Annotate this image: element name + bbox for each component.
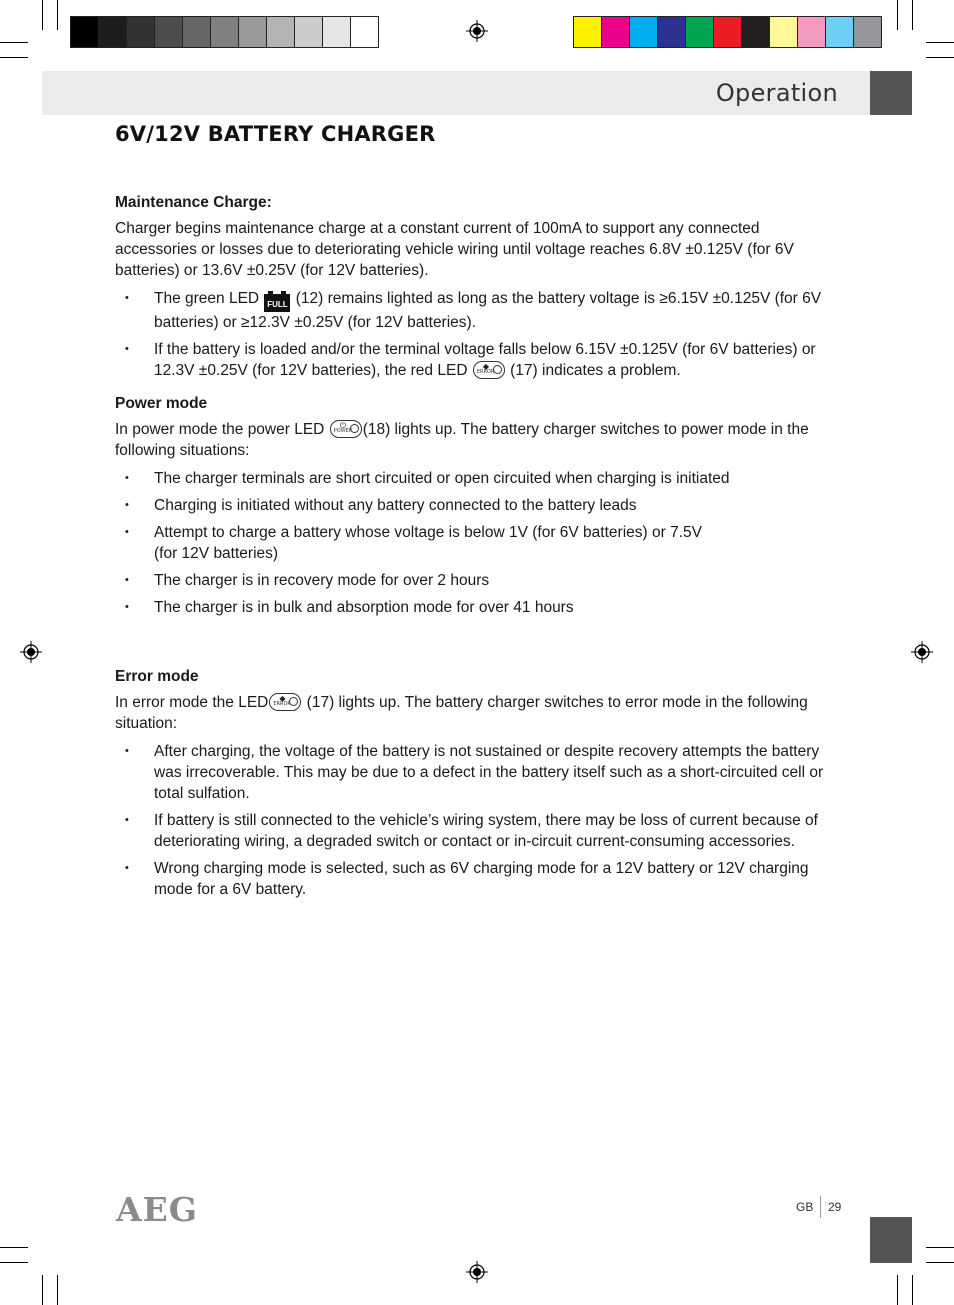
- crop-mark: [926, 57, 954, 58]
- list-item-text: If the battery is loaded and/or the terminal voltage falls below 6.15V ±0.125V (for 6V batteries) or 12.3V ±0.25V (for 12V batteries), the red LED: [154, 341, 816, 379]
- registration-mark-icon: [466, 1261, 488, 1283]
- crop-mark: [926, 42, 954, 43]
- color-swatch: [267, 17, 295, 47]
- crop-mark: [57, 1275, 58, 1305]
- error-heading: Error mode: [115, 668, 199, 685]
- error-led-icon: ◆ ERROR: [269, 693, 301, 711]
- color-swatch: [71, 17, 99, 47]
- page-number: 29: [828, 1200, 842, 1214]
- main-content: [115, 192, 845, 906]
- list-item: • If battery is still connected to the vehicle’s wiring system, there may be loss of current because of deteriorating wiring, a degraded switch or contact or in-circuit current-consuming accessories.: [115, 810, 845, 852]
- color-swatch: [826, 17, 854, 47]
- list-item: [115, 339, 845, 381]
- crop-mark: [57, 0, 58, 30]
- list-item-text: (12) remains lighted as long as the battery voltage is ≥6.15V ±0.125V (for 6V batteries) or ≥12.3V ±0.25V (for 12V batteries).: [154, 290, 822, 331]
- color-swatch: [742, 17, 770, 47]
- color-swatch: [239, 17, 267, 47]
- list-item-text: (for 12V batteries): [154, 545, 279, 562]
- color-swatch: [323, 17, 351, 47]
- list-item: [115, 522, 845, 564]
- icon-label: POWER: [333, 428, 353, 434]
- crop-mark: [0, 1262, 28, 1263]
- color-swatch: [351, 17, 378, 47]
- list-item: • The charger is in bulk and absorption mode for over 41 hours: [115, 597, 845, 618]
- list-item: • Charging is initiated without any battery connected to the battery leads: [115, 495, 845, 516]
- power-heading: Power mode: [115, 395, 208, 412]
- color-swatch: [602, 17, 630, 47]
- color-swatch: [295, 17, 323, 47]
- color-swatch: [714, 17, 742, 47]
- color-swatch: [155, 17, 183, 47]
- color-swatch: [658, 17, 686, 47]
- maintenance-intro: Charger begins maintenance charge at a constant current of 100mA to support any connected accessories or losses due to deteriorating vehicle wiring until voltage reaches 6.8V ±0.125V (for 6V batteries) or 13.6V ±0.25V (for 12V batteries).: [115, 220, 794, 279]
- power-led-icon: ⏻ POWER: [330, 420, 362, 438]
- color-swatch: [211, 17, 239, 47]
- icon-label: ERROR: [476, 369, 495, 375]
- color-swatch: [630, 17, 658, 47]
- color-swatch: [183, 17, 211, 47]
- color-swatch: [798, 17, 826, 47]
- full-battery-icon: FULL: [264, 294, 290, 312]
- color-swatch: [127, 17, 155, 47]
- list-item-text: Attempt to charge a battery whose voltage is below 1V (for 6V batteries) or 7.5V: [154, 524, 702, 541]
- color-swatch: [854, 17, 881, 47]
- page-title: 6V/12V BATTERY CHARGER: [115, 122, 436, 146]
- error-intro-text: (17) lights up. The battery charger switches to error mode in the following situation:: [115, 694, 808, 732]
- error-led-icon: ◆ ERROR: [473, 361, 505, 379]
- list-item: • Wrong charging mode is selected, such as 6V charging mode for a 12V battery or 12V charging mode for a 6V battery.: [115, 858, 845, 900]
- crop-mark: [42, 1275, 43, 1305]
- crop-mark: [912, 1275, 913, 1305]
- crop-mark: [0, 42, 28, 43]
- error-intro: [115, 692, 845, 734]
- icon-label: ERROR: [273, 701, 291, 707]
- crop-mark: [0, 57, 28, 58]
- crop-mark: [897, 1275, 898, 1305]
- power-intro-text: (18) lights up. The battery charger switches to power mode in the following situations:: [115, 421, 809, 459]
- registration-mark-icon: [20, 641, 42, 663]
- list-item-text: (17) indicates a problem.: [510, 362, 681, 379]
- crop-mark: [912, 0, 913, 30]
- color-swatch: [99, 17, 127, 47]
- maintenance-list: [115, 288, 845, 381]
- footer-language: GB: [796, 1200, 814, 1214]
- footer-divider: [820, 1196, 821, 1218]
- section-title: Operation: [715, 79, 838, 107]
- crop-mark: [42, 0, 43, 30]
- list-item-text: The green LED: [154, 290, 260, 307]
- crop-mark: [926, 1247, 954, 1248]
- error-intro-text: In error mode the LED: [115, 694, 269, 711]
- color-swatch: [574, 17, 602, 47]
- grayscale-color-bar: [70, 16, 379, 48]
- list-item: [115, 288, 845, 333]
- error-list: [115, 741, 845, 900]
- power-intro: [115, 419, 845, 461]
- process-color-bar: [573, 16, 882, 48]
- crop-mark: [0, 1247, 28, 1248]
- aeg-logo: AEG: [116, 1190, 198, 1229]
- crop-mark: [897, 0, 898, 30]
- list-item: • The charger terminals are short circuited or open circuited when charging is initiated: [115, 468, 845, 489]
- color-swatch: [686, 17, 714, 47]
- color-swatch: [770, 17, 798, 47]
- registration-mark-icon: [911, 641, 933, 663]
- list-item: • The charger is in recovery mode for over 2 hours: [115, 570, 845, 591]
- list-item: • After charging, the voltage of the battery is not sustained or despite recovery attempts the battery was irrecoverable. This may be due to a defect in the battery itself such as a short-circuited cell or total sulfation.: [115, 741, 845, 804]
- crop-mark: [926, 1262, 954, 1263]
- header-tab: [870, 71, 912, 115]
- power-intro-text: In power mode the power LED: [115, 421, 325, 438]
- registration-mark-icon: [466, 20, 488, 42]
- maintenance-heading: Maintenance Charge:: [115, 194, 272, 211]
- footer-tab: [870, 1217, 912, 1263]
- power-list: [115, 468, 845, 618]
